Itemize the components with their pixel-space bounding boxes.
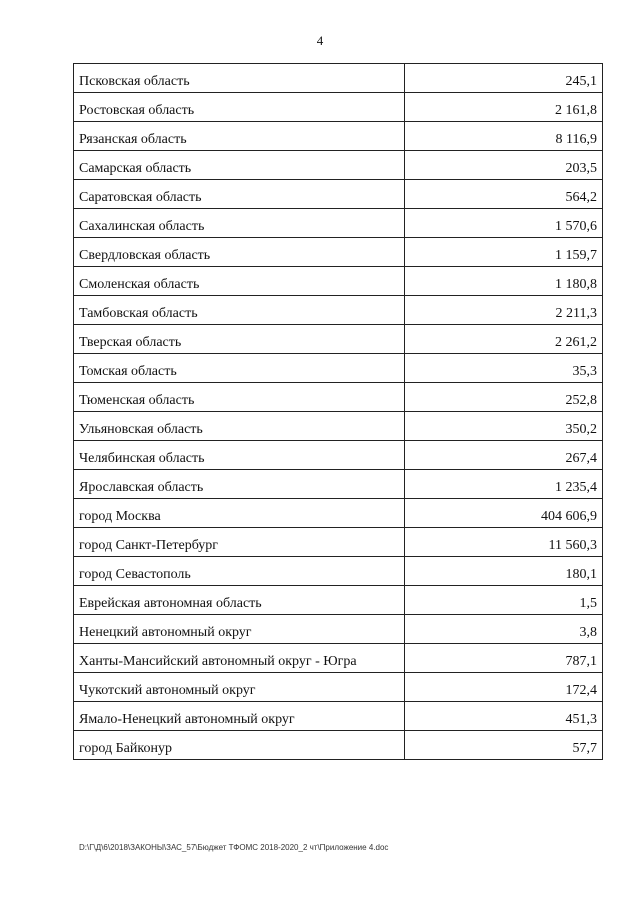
region-value: 2 261,2: [405, 325, 603, 354]
table-row: [74, 296, 603, 325]
table-row: [74, 354, 603, 383]
region-name: Сахалинская область: [74, 209, 405, 238]
region-name: город Москва: [74, 499, 405, 528]
region-value: 57,7: [405, 731, 603, 760]
table-row: [74, 441, 603, 470]
region-name: Тамбовская область: [74, 296, 405, 325]
region-value: 2 161,8: [405, 93, 603, 122]
region-name: город Севастополь: [74, 557, 405, 586]
regions-table: [73, 63, 603, 760]
region-name: Ростовская область: [74, 93, 405, 122]
table-row: [74, 586, 603, 615]
region-name: Ульяновская область: [74, 412, 405, 441]
region-name: Тюменская область: [74, 383, 405, 412]
region-value: 203,5: [405, 151, 603, 180]
table-row: [74, 325, 603, 354]
region-value: 8 116,9: [405, 122, 603, 151]
table-row: [74, 731, 603, 760]
region-value: 787,1: [405, 644, 603, 673]
table-row: [74, 64, 603, 93]
table-row: [74, 180, 603, 209]
region-name: Рязанская область: [74, 122, 405, 151]
table-row: [74, 122, 603, 151]
table-row: [74, 615, 603, 644]
table-row: [74, 702, 603, 731]
table-row: [74, 151, 603, 180]
table-row: [74, 383, 603, 412]
region-name: Смоленская область: [74, 267, 405, 296]
region-value: 1 570,6: [405, 209, 603, 238]
table-row: [74, 209, 603, 238]
table-row: [74, 673, 603, 702]
region-value: 2 211,3: [405, 296, 603, 325]
region-value: 1 235,4: [405, 470, 603, 499]
region-value: 11 560,3: [405, 528, 603, 557]
table-row: [74, 499, 603, 528]
region-name: Чукотский автономный округ: [74, 673, 405, 702]
region-name: город Байконур: [74, 731, 405, 760]
table-row: [74, 267, 603, 296]
table-row: [74, 93, 603, 122]
region-name: Томская область: [74, 354, 405, 383]
region-value: 172,4: [405, 673, 603, 702]
table-row: [74, 644, 603, 673]
table-row: [74, 528, 603, 557]
region-value: 1 159,7: [405, 238, 603, 267]
regions-table-body: [74, 64, 603, 760]
region-value: 1 180,8: [405, 267, 603, 296]
region-value: 3,8: [405, 615, 603, 644]
region-name: Тверская область: [74, 325, 405, 354]
region-name: Ненецкий автономный округ: [74, 615, 405, 644]
region-value: 245,1: [405, 64, 603, 93]
region-value: 564,2: [405, 180, 603, 209]
table-row: [74, 238, 603, 267]
region-name: Самарская область: [74, 151, 405, 180]
table-row: [74, 470, 603, 499]
region-name: Ямало-Ненецкий автономный округ: [74, 702, 405, 731]
region-value: 404 606,9: [405, 499, 603, 528]
region-value: 35,3: [405, 354, 603, 383]
region-value: 350,2: [405, 412, 603, 441]
region-name: Свердловская область: [74, 238, 405, 267]
region-name: Еврейская автономная область: [74, 586, 405, 615]
region-name: Ярославская область: [74, 470, 405, 499]
page-number: 4: [316, 33, 324, 48]
region-value: 180,1: [405, 557, 603, 586]
region-name: Челябинская область: [74, 441, 405, 470]
region-name: Ханты-Мансийский автономный округ - Югра: [74, 644, 405, 673]
region-value: 267,4: [405, 441, 603, 470]
region-name: город Санкт-Петербург: [74, 528, 405, 557]
region-value: 1,5: [405, 586, 603, 615]
footer-file-path: D:\Г\Д\6\2018\ЗАКОНЫ\ЗАС_57\Бюджет ТФОМС 2018-2020_2 чт\Приложение 4.doc: [79, 843, 389, 852]
region-value: 252,8: [405, 383, 603, 412]
region-name: Псковская область: [74, 64, 405, 93]
table-row: [74, 412, 603, 441]
region-value: 451,3: [405, 702, 603, 731]
table-row: [74, 557, 603, 586]
region-name: Саратовская область: [74, 180, 405, 209]
